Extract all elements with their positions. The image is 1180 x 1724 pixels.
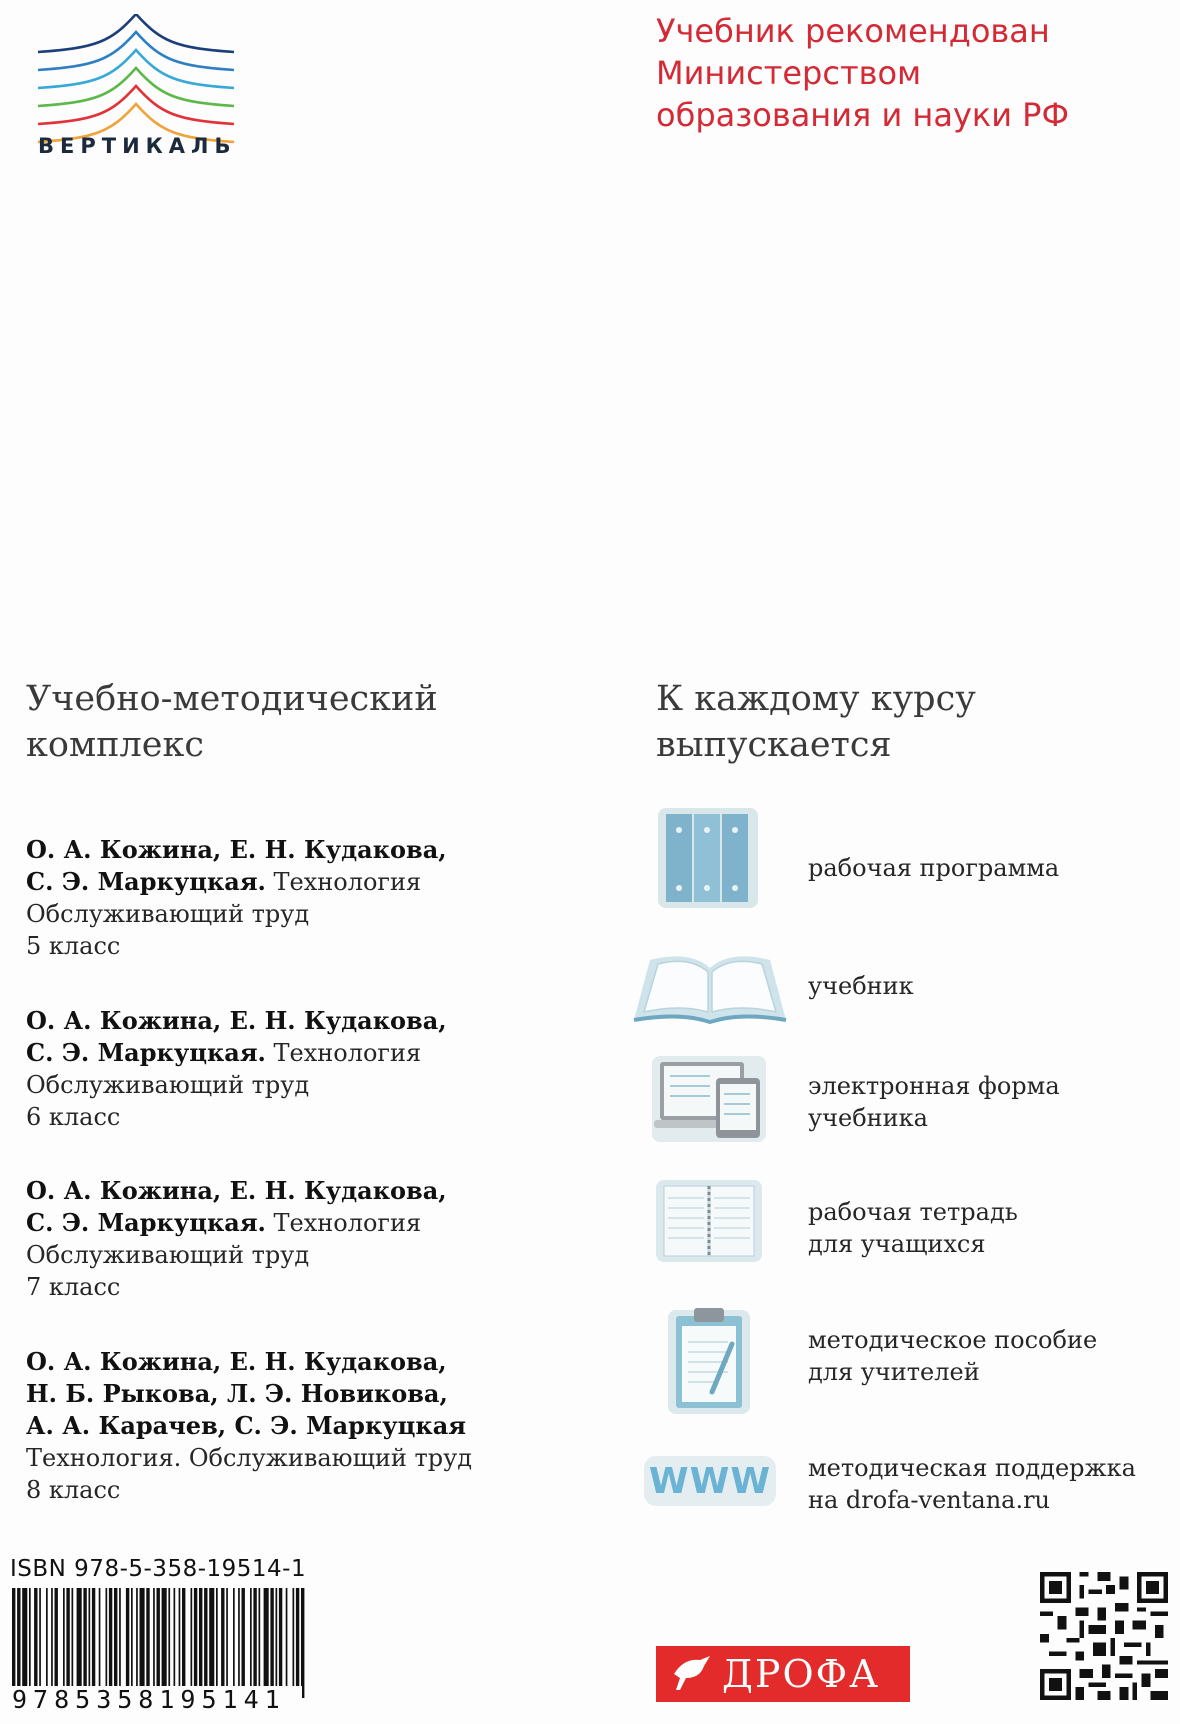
recommendation-line: Учебник рекомендован [656,12,1050,50]
clipboard-icon [666,1304,752,1416]
label-line: рабочая тетрадь [808,1198,1018,1226]
barcode-bar [233,1588,235,1698]
barcode-bar [46,1588,48,1698]
label-line: на drofa-ventana.ru [808,1486,1051,1514]
barcode-bar [191,1588,193,1698]
barcode-number: 9785358195141 [12,1686,302,1714]
barcode-bar [209,1588,214,1698]
label-line: учебника [808,1104,928,1132]
book-grade: 7 класс [26,1273,121,1301]
notebook-icon [654,1178,764,1264]
www-icon-text: WWW [648,1460,772,1502]
barcode-bar [92,1588,95,1698]
barcode-bar [146,1588,149,1698]
barcode-bar [77,1588,82,1698]
label-line: электронная форма [808,1072,1060,1100]
barcode-bar [168,1588,170,1698]
course-heading [656,676,976,768]
bird-icon [670,1654,714,1694]
course-item-label [808,852,1059,884]
barcode-bar [204,1588,207,1698]
book-entry-grade-7 [26,1175,447,1303]
publisher-logo [656,1646,910,1702]
barcode-bar [226,1588,228,1698]
barcode-bar [157,1588,160,1698]
qr-code [1040,1572,1168,1700]
barcode-bar [216,1588,218,1698]
book-topic: Обслуживающий труд [26,1241,310,1269]
barcode-bar [242,1588,245,1698]
heading-line: выпускается [656,725,892,765]
book-authors: О. А. Кожина, Е. Н. Кудакова, [26,835,447,864]
devices-icon [650,1054,768,1144]
book-subject: Технология [265,1209,422,1237]
logo-text: ВЕРТИКАЛЬ [38,134,237,158]
book-authors: С. Э. Маркуцкая. [26,1038,266,1067]
barcode-bar [182,1588,185,1698]
barcode-bar [293,1588,295,1698]
barcode-bar [162,1588,167,1698]
binder-icon [656,806,760,910]
barcode-bar [153,1588,155,1698]
isbn-text: ISBN 978-5-358-19514-1 [10,1556,307,1582]
course-item-label [808,1196,1018,1260]
recommendation-text [656,10,1136,136]
barcode-bar [22,1588,27,1698]
barcode-bar [126,1588,129,1698]
barcode-bar [131,1588,133,1698]
barcode-bar [99,1588,101,1698]
book-grade: 8 класс [26,1476,121,1504]
publisher-name: ДРОФА [722,1652,880,1696]
barcode-bar [179,1588,181,1698]
barcode-bar [114,1588,117,1698]
barcode-bar [72,1588,74,1698]
course-item-label [808,970,914,1002]
book-topic: Технология. Обслуживающий труд [26,1444,473,1472]
book-entry-grade-5 [26,834,447,962]
heading-line: К каждому курсу [656,679,976,719]
barcode-bar [12,1588,15,1698]
barcode-bar [279,1588,282,1698]
barcode-bar [140,1588,145,1698]
book-entry-grade-6 [26,1005,447,1133]
book-authors: О. А. Кожина, Е. Н. Кудакова, [26,1347,447,1376]
label-line: учебник [808,972,914,1000]
barcode-bar [286,1588,288,1698]
course-item-label [808,1452,1136,1516]
recommendation-line: Министерством [656,54,922,92]
course-item-label [808,1070,1060,1134]
book-grade: 5 класс [26,932,121,960]
label-line: рабочая программа [808,854,1060,882]
barcode-bar [29,1588,31,1698]
barcode-bar [276,1588,278,1698]
barcode-bar [259,1588,261,1698]
barcode-bar [66,1588,69,1698]
barcode-bar [199,1588,202,1698]
book-grade: 6 класс [26,1103,121,1131]
book-authors: О. А. Кожина, Е. Н. Кудакова, [26,1176,447,1205]
umk-heading [26,676,438,768]
barcode-bar [89,1588,91,1698]
label-line: методическое пособие [808,1326,1098,1354]
label-line: для учителей [808,1358,980,1386]
barcode-bar [253,1588,256,1698]
www-icon [644,1456,776,1506]
barcode-bar [221,1588,224,1698]
barcode-bar [270,1588,273,1698]
heading-line: комплекс [26,725,204,765]
barcode-bar [136,1588,138,1698]
label-line: методическая поддержка [808,1454,1136,1482]
course-item-label [808,1324,1097,1388]
barcode-bar [119,1588,121,1698]
label-line: для учащихся [808,1230,986,1258]
book-authors: С. Э. Маркуцкая. [26,1208,266,1237]
heading-line: Учебно-методический [26,679,438,719]
barcode-bar [174,1588,176,1698]
book-topic: Обслуживающий труд [26,900,310,928]
barcode-bar [250,1588,252,1698]
barcode-bar [109,1588,112,1698]
barcode-bar [34,1588,37,1698]
book-authors: А. А. Карачев, С. Э. Маркуцкая [26,1411,467,1440]
barcode-bar [83,1588,86,1698]
book-subject: Технология [265,868,422,896]
barcode-bar [264,1588,269,1698]
book-authors: С. Э. Маркуцкая. [26,867,266,896]
barcode-bar [63,1588,65,1698]
barcode-bar [301,1588,304,1698]
barcode-bar [51,1588,53,1698]
book-entry-grade-8 [26,1346,472,1506]
book-topic: Обслуживающий труд [26,1071,310,1099]
barcode-bar [106,1588,108,1698]
barcode [10,1588,306,1698]
barcode-bar [296,1588,299,1698]
barcode-bar [39,1588,41,1698]
barcode-bar [55,1588,58,1698]
book-authors: Н. Б. Рыкова, Л. Э. Новикова, [26,1379,448,1408]
book-subject: Технология [265,1039,422,1067]
barcode-bar [238,1588,240,1698]
barcode-bar [194,1588,197,1698]
barcode-bar [17,1588,20,1698]
book-authors: О. А. Кожина, Е. Н. Кудакова, [26,1006,447,1035]
open-book-icon [630,950,790,1026]
recommendation-line: образования и науки РФ [656,96,1070,134]
